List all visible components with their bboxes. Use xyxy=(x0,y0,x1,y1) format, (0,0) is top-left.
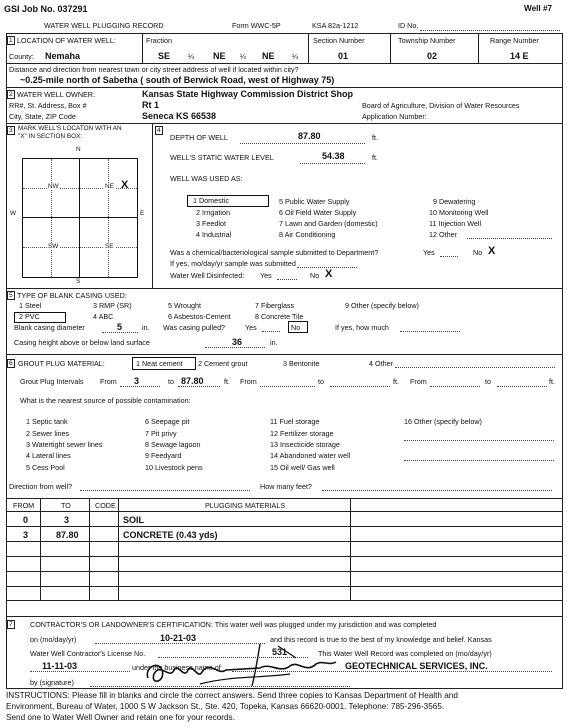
table-col-2 xyxy=(89,498,90,600)
range-value: 14 E xyxy=(510,51,529,61)
s1-divider-2 xyxy=(308,33,309,63)
distance-label: Distance and direction from nearest town or city street address of well if located within city? xyxy=(9,65,299,74)
s7-top xyxy=(6,616,563,617)
record-completed-label: This Water Well Record was completed on (mo/day/yr) xyxy=(318,649,492,658)
section-grid xyxy=(22,158,138,278)
use-monitoring-well: 10 Monitoring Well xyxy=(429,208,489,217)
use-injection-well: 11 Injection Well xyxy=(429,219,482,228)
s7-bottom xyxy=(6,688,563,689)
from-label-2: From xyxy=(240,377,257,386)
s4-bottom xyxy=(6,288,563,289)
use-other: 12 Other xyxy=(429,230,457,239)
static-level-value: 54.38 xyxy=(322,151,345,161)
casing-height-label: Casing height above or below land surface xyxy=(14,338,150,347)
east-label: E xyxy=(140,210,145,217)
casing-steel: 1 Steel xyxy=(19,301,42,310)
grid-quarter-v2 xyxy=(108,159,109,277)
section-3-number: 3 xyxy=(9,127,13,134)
direction-label: Direction from well? xyxy=(9,482,73,491)
section-3-label-1: MARK WELL'S LOCATON WITH AN xyxy=(18,125,122,132)
quarter-1: SE xyxy=(158,51,171,61)
table-col-4 xyxy=(350,498,351,600)
source-sewage-lagoon: 8 Sewage lagoon xyxy=(145,440,201,449)
how-much-label: If yes, how much xyxy=(335,323,389,332)
pulled-yes: Yes xyxy=(245,323,257,332)
source-livestock-pens: 10 Livestock pens xyxy=(145,463,203,472)
s2-bottom xyxy=(6,123,563,124)
diameter-value: 5 xyxy=(117,322,123,332)
casing-wrought: 5 Wrought xyxy=(168,301,202,310)
certification-text-1: CONTRACTOR'S OR LANDOWNER'S CERTIFICATION: This water well was plugged under my jurisdiction and was completed xyxy=(30,620,437,629)
how-much-line xyxy=(400,331,460,332)
static-line xyxy=(300,163,365,164)
used-as-label: WELL WAS USED AS: xyxy=(170,174,243,183)
chemical-sample-question: Was a chemical/bacteriological sample submitted to Department? xyxy=(170,248,379,257)
static-level-label: WELL'S STATIC WATER LEVEL xyxy=(170,153,274,162)
board-label: Board of Agriculture, Division of Water Resources xyxy=(362,101,520,110)
township-value: 02 xyxy=(427,51,438,61)
casing-fiberglass: 7 Fiberglass xyxy=(255,301,295,310)
table-row-1-from: 0 xyxy=(23,515,29,525)
record-date-line xyxy=(30,671,130,672)
section-1-number: 1 xyxy=(9,37,13,44)
grid-quarter-v1 xyxy=(51,159,52,277)
source-oil-gas-well: 15 Oil well/ Gas well xyxy=(270,463,335,472)
grid-quarter-h1 xyxy=(23,188,137,189)
id-number-line xyxy=(420,30,560,31)
sw-label: SW xyxy=(48,243,59,250)
use-oil-field: 6 Oil Field Water Supply xyxy=(279,208,357,217)
use-air-conditioning: 8 Air Conditioning xyxy=(279,230,336,239)
table-row-2-to: 87.80 xyxy=(56,530,79,540)
owner-label: WATER WELL OWNER: xyxy=(17,90,95,99)
contamination-question: What is the nearest source of possible contamination: xyxy=(20,396,191,405)
direction-line xyxy=(80,490,250,491)
table-row-line-4 xyxy=(6,571,563,572)
grout-cement-grout: 2 Cement grout xyxy=(198,359,248,368)
grout-neat-cement: 1 Neat cement xyxy=(136,359,183,368)
table-row-1-material: SOIL xyxy=(123,515,145,525)
chem-no: No xyxy=(473,248,483,257)
signature-image xyxy=(140,640,340,692)
section-4-number: 4 xyxy=(157,127,161,134)
source-feedyard: 9 Feedyard xyxy=(145,451,182,460)
grout-bentonite: 3 Bentonite xyxy=(283,359,320,368)
ft-label-2: ft. xyxy=(393,377,399,386)
dis-no: No xyxy=(310,271,320,280)
source-insecticide-storage: 13 Insecticide storage xyxy=(270,440,340,449)
dis-yes: Yes xyxy=(260,271,272,280)
section-3-label-2: "X" IN SECTION BOX: xyxy=(18,133,83,140)
application-number-label: Application Number: xyxy=(362,112,427,121)
grout-other-line xyxy=(395,367,555,368)
instructions-line-2: Environment, Bureau of Water, 1000 S W Jackson St., Ste. 420, Topeka, Kansas 66620-0001. Telephone: 785-296-3565. xyxy=(6,702,445,711)
gsi-job-number: GSI Job No. 037291 xyxy=(4,4,88,14)
s1-divider-4 xyxy=(478,33,479,63)
instructions-line-3: Send one to Water Well Owner and retain one for your records. xyxy=(6,713,235,722)
chem-yes-line xyxy=(440,256,458,257)
static-level-unit: ft. xyxy=(372,153,378,162)
use-feedlot: 3 Feedlot xyxy=(196,219,226,228)
depth-label: DEPTH OF WELL xyxy=(170,133,228,142)
source-watertight-sewer: 3 Watertight sewer lines xyxy=(26,440,103,449)
s1-divider-1 xyxy=(142,33,143,63)
table-row-1-to: 3 xyxy=(64,515,70,525)
use-public-water: 5 Public Water Supply xyxy=(279,197,350,206)
quarter-symbol-2: ¼ xyxy=(240,52,246,61)
chem-no-mark: X xyxy=(488,245,496,257)
source-septic-tank: 1 Septic tank xyxy=(26,417,68,426)
diameter-unit: in. xyxy=(142,323,150,332)
city-value: Seneca KS 66538 xyxy=(142,111,217,121)
table-col-1 xyxy=(40,498,41,600)
section-2-number: 2 xyxy=(9,91,13,98)
well-number: Well #7 xyxy=(524,4,553,13)
table-header-from: FROM xyxy=(13,501,35,510)
ft-label-3: ft. xyxy=(549,377,555,386)
dis-yes-line xyxy=(277,279,297,280)
use-lawn-garden: 7 Lawn and Garden (domestic) xyxy=(279,219,378,228)
grid-horizontal-mid xyxy=(23,217,137,218)
pulled-no: No xyxy=(291,323,301,332)
source-other: 16 Other (specify below) xyxy=(404,417,482,426)
north-label: N xyxy=(76,146,81,153)
casing-asbestos-cement: 6 Asbestos-Cement xyxy=(168,312,231,321)
depth-value: 87.80 xyxy=(298,131,321,141)
ft-to-label-2: to xyxy=(318,377,324,386)
business-name-label: under the business name of xyxy=(132,663,221,672)
completed-on-label: on (mo/day/yr) xyxy=(30,635,77,644)
section-6-number: 6 xyxy=(9,360,13,367)
use-other-line xyxy=(467,238,552,239)
table-header-materials: PLUGGING MATERIALS xyxy=(205,501,286,510)
use-dewatering: 9 Dewatering xyxy=(433,197,476,206)
from-line-1 xyxy=(120,386,160,387)
ft-label-1: ft. xyxy=(224,377,230,386)
table-header-code: CODE xyxy=(95,501,116,510)
grout-other: 4 Other xyxy=(369,359,393,368)
table-row-2-from: 3 xyxy=(23,530,29,540)
form-title: WATER WELL PLUGGING RECORD xyxy=(44,21,164,30)
sample-date-label: If yes, mo/day/yr sample was submitted xyxy=(170,259,296,268)
business-name: GEOTECHNICAL SERVICES, INC. xyxy=(345,661,488,671)
casing-height-line xyxy=(205,347,265,348)
section-7-number: 7 xyxy=(9,621,13,628)
disinfected-label: Water Well Disinfected: xyxy=(170,271,245,280)
county-label: County: xyxy=(9,52,34,61)
to-line-3 xyxy=(497,386,547,387)
county-value: Nemaha xyxy=(45,51,81,61)
south-label: S xyxy=(76,278,81,285)
frame-top xyxy=(6,33,563,34)
table-row-line-6 xyxy=(6,600,563,601)
west-label: W xyxy=(10,210,17,217)
casing-other: 9 Other (specify below) xyxy=(345,301,419,310)
distance-value: ~0.25-mile north of Sabetha ( south of Berwick Road, west of Highway 75) xyxy=(20,75,335,85)
quarter-3: NE xyxy=(262,51,275,61)
table-row-line-5 xyxy=(6,586,563,587)
source-fuel-storage: 11 Fuel storage xyxy=(270,417,320,426)
source-other-line-1 xyxy=(404,440,554,441)
to-line-1 xyxy=(178,386,220,387)
table-row-line-3 xyxy=(6,556,563,557)
casing-abc: 4 ABC xyxy=(93,312,114,321)
section-number-label: Section Number xyxy=(313,36,365,45)
pulled-yes-line xyxy=(262,331,280,332)
chem-yes: Yes xyxy=(423,248,435,257)
feet-label: How many feet? xyxy=(260,482,312,491)
intervals-label: Grout Plug Intervals xyxy=(20,377,84,386)
use-irrigation: 2 Irrigation xyxy=(196,208,230,217)
from-value-1: 3 xyxy=(134,376,140,386)
address-label: RR#, St. Address, Box # xyxy=(9,101,87,110)
id-number-label: ID No. xyxy=(398,21,419,30)
city-label: City, State, ZIP Code xyxy=(9,112,76,121)
feet-line xyxy=(322,490,552,491)
certification-text-2: and this record is true to the best of my knowledge and belief. Kansas xyxy=(270,635,492,644)
to-label-1: to xyxy=(168,377,174,386)
to-line-2 xyxy=(330,386,390,387)
owner-value: Kansas State Highway Commission District Shop xyxy=(142,89,354,99)
section-5-number: 5 xyxy=(9,292,13,299)
from-label-3: From xyxy=(410,377,427,386)
table-header-line xyxy=(6,511,563,512)
license-label: Water Well Contractor's License No. xyxy=(30,649,146,658)
address-value: Rt 1 xyxy=(142,100,160,110)
casing-pulled-label: Was casing pulled? xyxy=(163,323,226,332)
quarter-symbol-3: ¼ xyxy=(292,52,298,61)
range-number-label: Range Number xyxy=(490,36,539,45)
section-1-label: LOCATION OF WATER WELL: xyxy=(17,36,116,45)
depth-unit: ft. xyxy=(372,133,378,142)
ne-label: NE xyxy=(105,183,114,190)
table-row-line-2 xyxy=(6,541,563,542)
s1-row-line xyxy=(6,63,563,64)
use-industrial: 4 Industrial xyxy=(196,230,232,239)
to-label-3: to xyxy=(485,377,491,386)
diameter-label: Blank casing diameter xyxy=(14,323,85,332)
table-header-to: TO xyxy=(61,501,71,510)
table-row-2-material: CONCRETE (0.43 yds) xyxy=(123,530,218,540)
s1-bottom xyxy=(6,87,563,88)
casing-rmp: 3 RMP (SR) xyxy=(93,301,132,310)
casing-label: TYPE OF BLANK CASING USED: xyxy=(17,291,127,300)
location-mark: X xyxy=(121,179,129,191)
casing-height-value: 36 xyxy=(232,337,243,347)
township-number-label: Township Number xyxy=(398,36,456,45)
s1-divider-3 xyxy=(390,33,391,63)
source-cess-pool: 5 Cess Pool xyxy=(26,463,65,472)
table-col-3 xyxy=(118,498,119,600)
quarter-symbol-1: ¼ xyxy=(188,52,194,61)
source-seepage-pit: 6 Seepage pit xyxy=(145,417,190,426)
casing-concrete-tile: 8 Concrete Tile xyxy=(255,312,304,321)
plugging-table xyxy=(6,498,563,611)
completed-date: 10-21-03 xyxy=(160,633,197,643)
source-lateral-lines: 4 Lateral lines xyxy=(26,451,71,460)
grout-label: GROUT PLUG MATERIAL: xyxy=(18,359,105,368)
from-label-1: From xyxy=(100,377,117,386)
license-number: 531 xyxy=(272,647,288,657)
record-completed-date: 11-11-03 xyxy=(42,661,78,671)
to-value-1: 87.80 xyxy=(181,376,204,386)
instructions-line-1: INSTRUCTIONS: Please fill in blanks and circle the correct answers. Send three copies to Kansas Department of Health and xyxy=(6,691,458,700)
source-sewer-lines: 2 Sewer lines xyxy=(26,429,70,438)
dis-no-mark: X xyxy=(325,268,333,280)
casing-pvc: 2 PVC xyxy=(19,312,40,321)
ksa-reference: KSA 82a-1212 xyxy=(312,21,359,30)
from-line-3 xyxy=(430,386,480,387)
fraction-label: Fraction xyxy=(146,36,172,45)
casing-height-unit: in. xyxy=(270,338,278,347)
grid-vertical-mid xyxy=(79,159,80,277)
table-row-line-1 xyxy=(6,526,563,527)
s5-bottom xyxy=(6,354,563,355)
source-other-line-2 xyxy=(404,460,554,461)
grid-quarter-h2 xyxy=(23,247,137,248)
depth-line xyxy=(240,143,365,144)
quarter-2: NE xyxy=(213,51,226,61)
diameter-line xyxy=(102,332,138,333)
source-pit-privy: 7 Pit privy xyxy=(145,429,177,438)
nw-label: NW xyxy=(48,183,59,190)
se-label: SE xyxy=(105,243,114,250)
from-line-2 xyxy=(260,386,315,387)
form-number: Form WWC-5P xyxy=(232,21,281,30)
s3-s4-divider xyxy=(152,123,153,288)
source-fertilizer-storage: 12 Fertilizer storage xyxy=(270,429,334,438)
signature-label: by (signature) xyxy=(30,678,74,687)
source-abandoned-well: 14 Abandoned water well xyxy=(270,451,351,460)
section-value: 01 xyxy=(338,51,349,61)
use-domestic: 1 Domestic xyxy=(193,196,229,205)
